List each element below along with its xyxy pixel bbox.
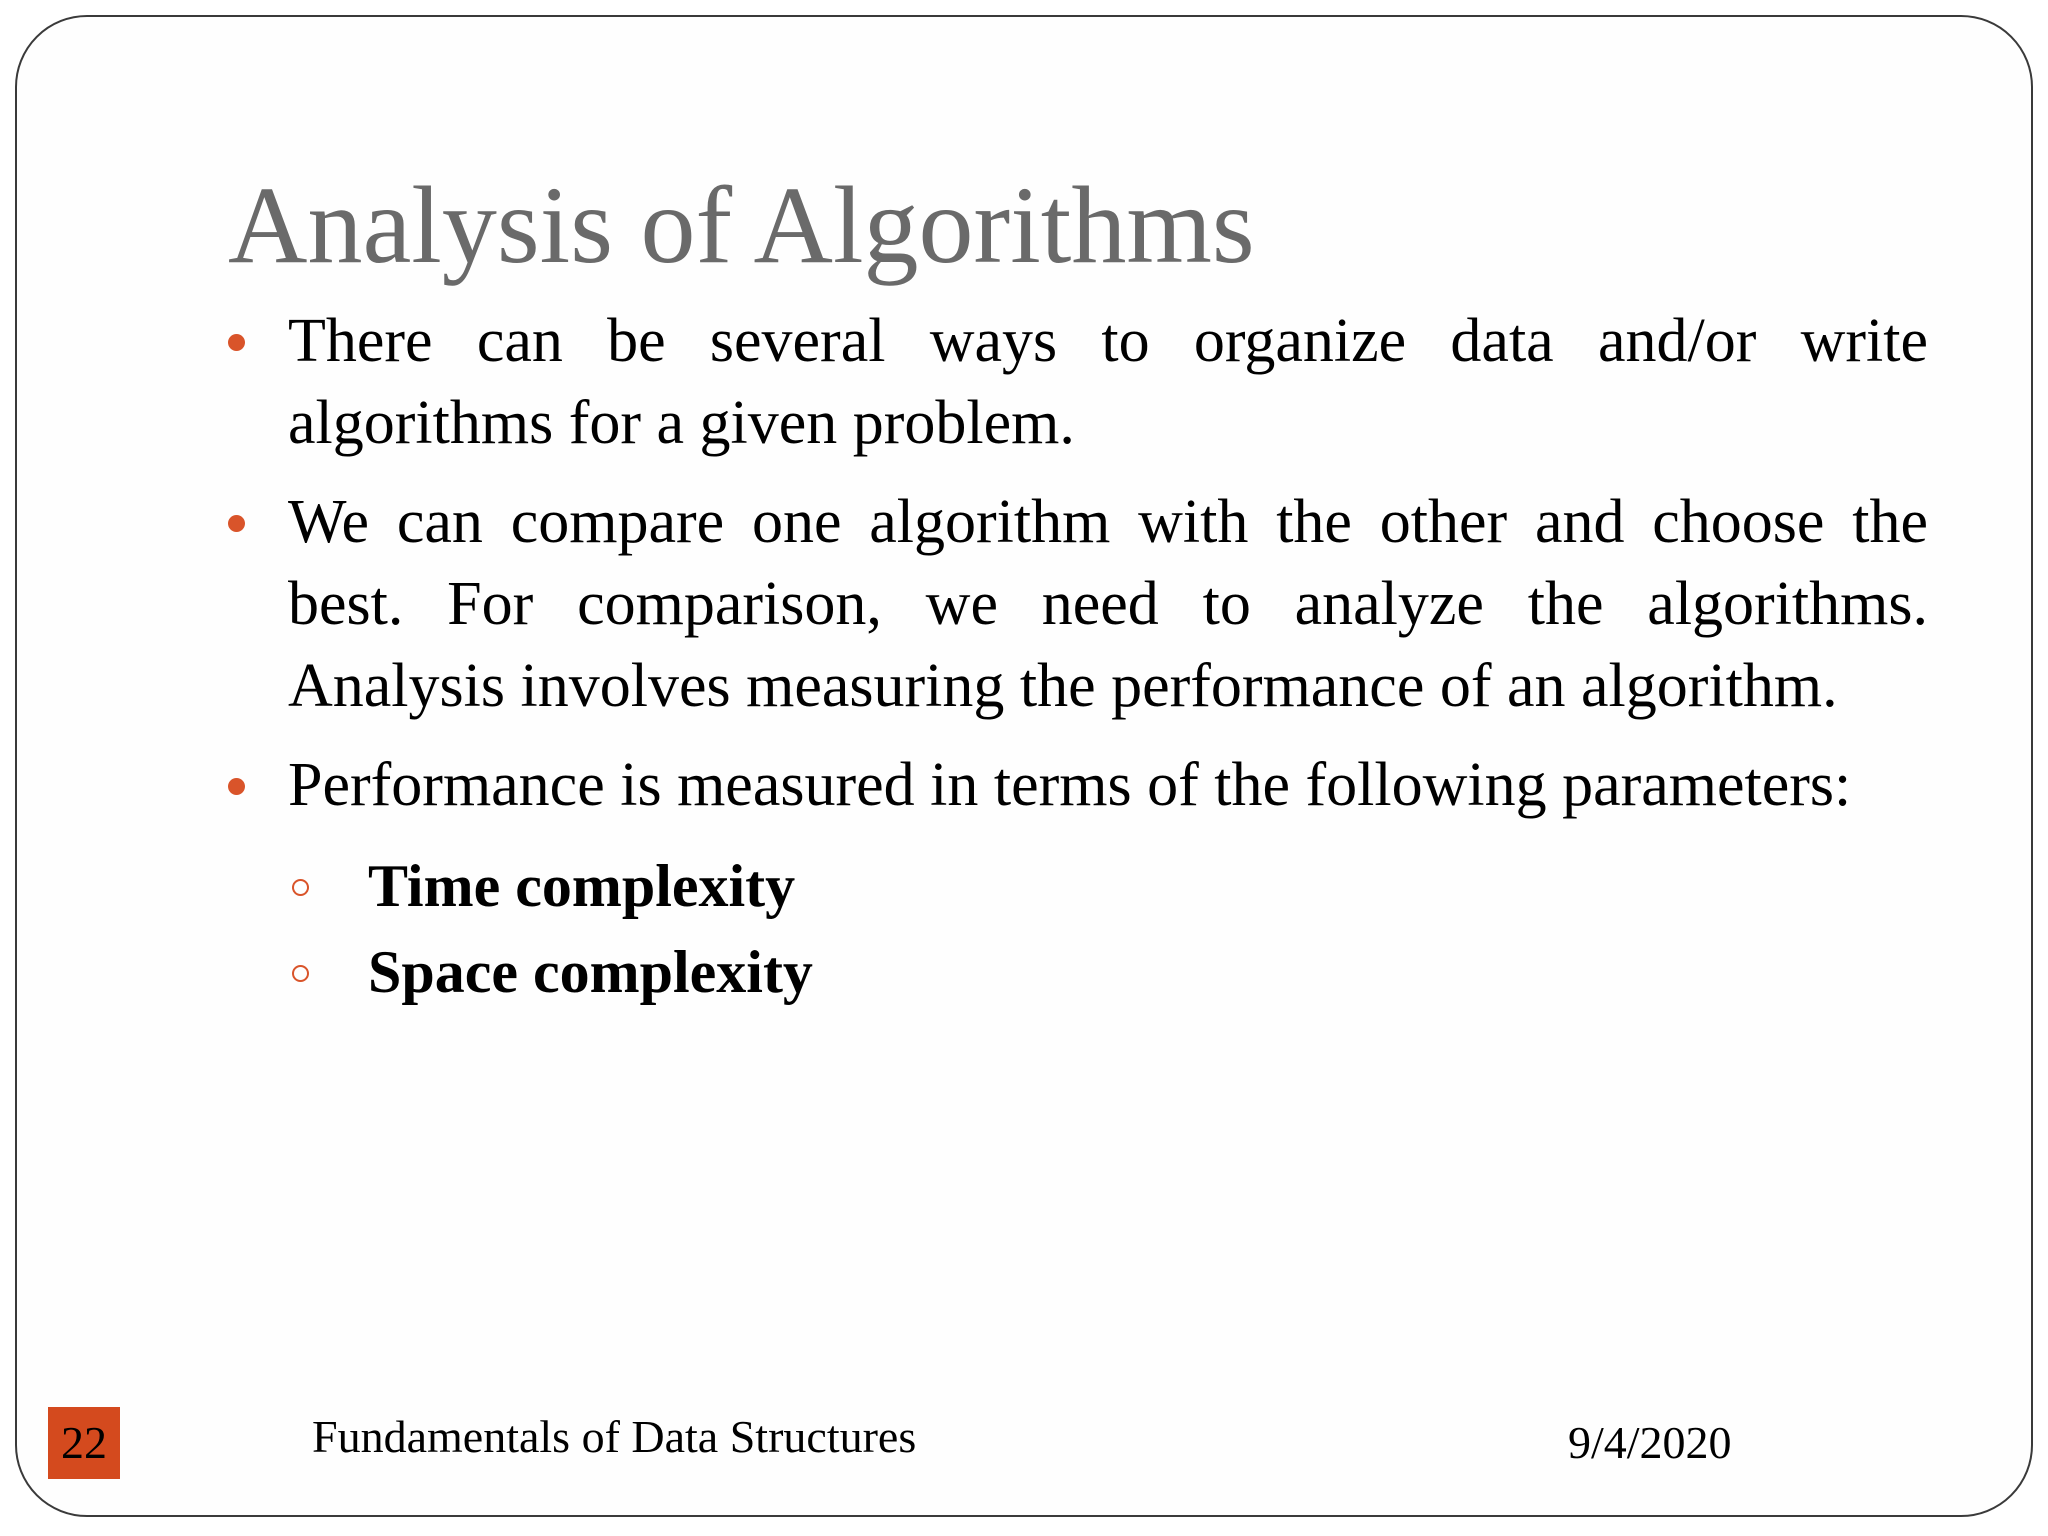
bullet-text: We can compare one algorithm with the other and choose the best. For comparison, we need to analyze the algorithms. Analysis involves measuring the performance of an algorithm. xyxy=(288,488,1928,720)
hollow-circle-bullet-icon xyxy=(292,965,309,982)
footer-date: 9/4/2020 xyxy=(1568,1417,1732,1468)
hollow-circle-bullet-icon xyxy=(292,879,309,896)
footer-course-title: Fundamentals of Data Structures xyxy=(312,1411,917,1462)
filled-circle-bullet-icon xyxy=(228,778,245,795)
sub-bullet-list xyxy=(228,843,1928,1015)
filled-circle-bullet-icon xyxy=(228,334,245,351)
sub-bullet-item xyxy=(290,843,1928,929)
sub-bullet-item xyxy=(290,929,1928,1015)
slide-number-badge: 22 xyxy=(48,1407,120,1479)
slide-content xyxy=(228,300,1928,1015)
bullet-item xyxy=(228,744,1928,826)
bullet-item xyxy=(228,300,1928,464)
sub-bullet-text: Space complexity xyxy=(368,939,813,1005)
bullet-text: Performance is measured in terms of the following parameters: xyxy=(288,751,1852,819)
slide-title: Analysis of Algorithms xyxy=(228,164,1255,286)
filled-circle-bullet-icon xyxy=(228,515,245,532)
sub-bullet-text: Time complexity xyxy=(368,853,796,919)
bullet-text: There can be several ways to organize data and/or write algorithms for a given problem. xyxy=(288,307,1928,457)
bullet-item xyxy=(228,481,1928,727)
